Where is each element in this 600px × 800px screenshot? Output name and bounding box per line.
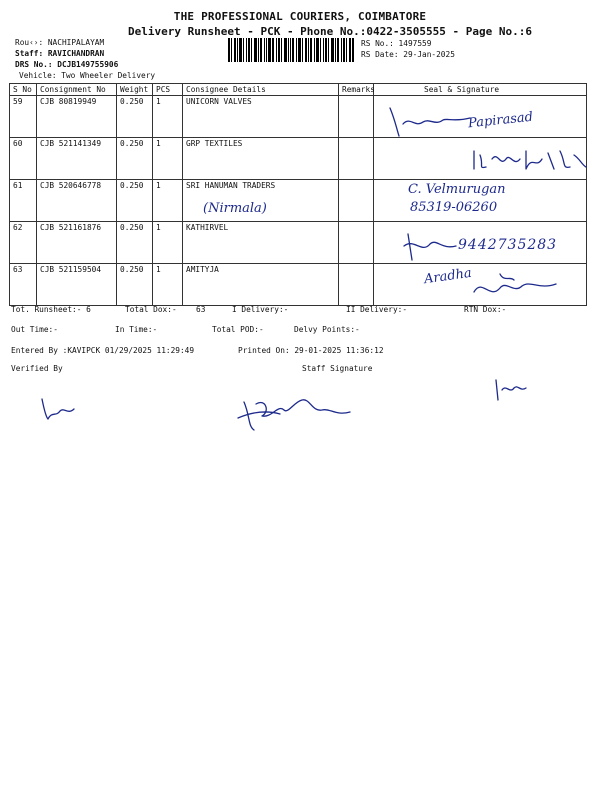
staff-signature-label: Staff Signature (302, 364, 373, 373)
staff-label: Staff: RAVICHANDRAN (15, 49, 105, 58)
cell-pcs: 1 (153, 180, 183, 222)
cell-remarks (339, 138, 374, 180)
header-consignee: Consignee Details (183, 84, 339, 96)
cell-sno: 62 (10, 222, 37, 264)
cell-sno: 59 (10, 96, 37, 138)
handwritten-row62-phone: 9442735283 (458, 237, 558, 253)
cell-weight: 0.250 (117, 264, 153, 306)
cell-consignee: SRI HANUMAN TRADERS (183, 180, 339, 222)
signature-row60 (470, 145, 590, 175)
cell-pcs: 1 (153, 96, 183, 138)
staff-signature (232, 392, 356, 432)
out-time-label: Out Time:- (11, 325, 58, 334)
handwritten-row63: Aradha (423, 265, 473, 288)
header-weight: Weight (117, 84, 153, 96)
cell-consignee: UNICORN VALVES (183, 96, 339, 138)
cell-consignment: CJB 521141349 (37, 138, 117, 180)
total-pod-label: Total POD:- (212, 325, 264, 334)
cell-consignment: CJB 80819949 (37, 96, 117, 138)
cell-consignment: CJB 521161876 (37, 222, 117, 264)
in-time-label: In Time:- (115, 325, 158, 334)
vehicle-label: Vehicle: Two Wheeler Delivery (19, 71, 156, 80)
cell-weight: 0.250 (117, 96, 153, 138)
drs-label: DRS No.: DCJB149755906 (15, 60, 119, 69)
runsheet-subtitle: Delivery Runsheet - PCK - Phone No.:0422-3505555 - Page No.:6 (128, 25, 532, 38)
ii-delivery-label: II Delivery:- (346, 305, 408, 314)
header-remarks: Remarks (339, 84, 374, 96)
header-sno: S No (10, 84, 37, 96)
route-label: Rou‹›: NACHIPALAYAM (15, 38, 105, 47)
signature-row59 (385, 100, 475, 140)
cell-weight: 0.250 (117, 222, 153, 264)
total-runsheet: Tot. Runsheet:- 6 (11, 305, 91, 314)
cell-consignee: AMITYJA (183, 264, 339, 306)
header-signature: Seal & Signature (374, 84, 587, 96)
verifier-signature (38, 395, 78, 423)
entered-by: Entered By :KAVIPCK 01/29/2025 11:29:49 (11, 346, 195, 355)
total-dox-label: Total Dox:- (125, 305, 177, 314)
handwritten-row59: Papirasad (467, 109, 534, 132)
rs-date: RS Date: 29-Jan-2025 (361, 50, 455, 59)
cell-sno: 60 (10, 138, 37, 180)
signature-row63 (470, 270, 560, 304)
cell-weight: 0.250 (117, 180, 153, 222)
cell-remarks (339, 96, 374, 138)
printed-on: Printed On: 29-01-2025 11:36:12 (238, 346, 384, 355)
cell-pcs: 1 (153, 138, 183, 180)
i-delivery-label: I Delivery:- (232, 305, 289, 314)
delvy-points-label: Delvy Points:- (294, 325, 360, 334)
signature-row62 (400, 230, 460, 264)
cell-sno: 63 (10, 264, 37, 306)
table-header-row (10, 84, 587, 96)
header-pcs: PCS (153, 84, 183, 96)
company-title: THE PROFESSIONAL COURIERS, COIMBATORE (173, 10, 427, 23)
cell-remarks (339, 180, 374, 222)
cell-remarks (339, 264, 374, 306)
cell-consignment: CJB 521159504 (37, 264, 117, 306)
barcode-image (228, 38, 354, 62)
cell-pcs: 1 (153, 222, 183, 264)
cell-weight: 0.250 (117, 138, 153, 180)
cell-pcs: 1 (153, 264, 183, 306)
handwritten-row61-name: C. Velmurugan (408, 182, 506, 197)
cell-consignee: KATHIRVEL (183, 222, 339, 264)
rtn-dox-label: RTN Dox:- (464, 305, 507, 314)
cell-consignment: CJB 520646778 (37, 180, 117, 222)
rs-number: RS No.: 1497559 (361, 39, 432, 48)
cell-consignee: GRP TEXTILES (183, 138, 339, 180)
header-consignment: Consignment No (37, 84, 117, 96)
cell-remarks (339, 222, 374, 264)
total-dox-value: 63 (196, 305, 206, 314)
verified-by-label: Verified By (11, 364, 63, 373)
cell-sno: 61 (10, 180, 37, 222)
handwritten-row61-phone: 85319-06260 (410, 200, 498, 215)
seal-signature (492, 376, 530, 404)
handwritten-row61-note: (Nirmala) (203, 201, 267, 216)
